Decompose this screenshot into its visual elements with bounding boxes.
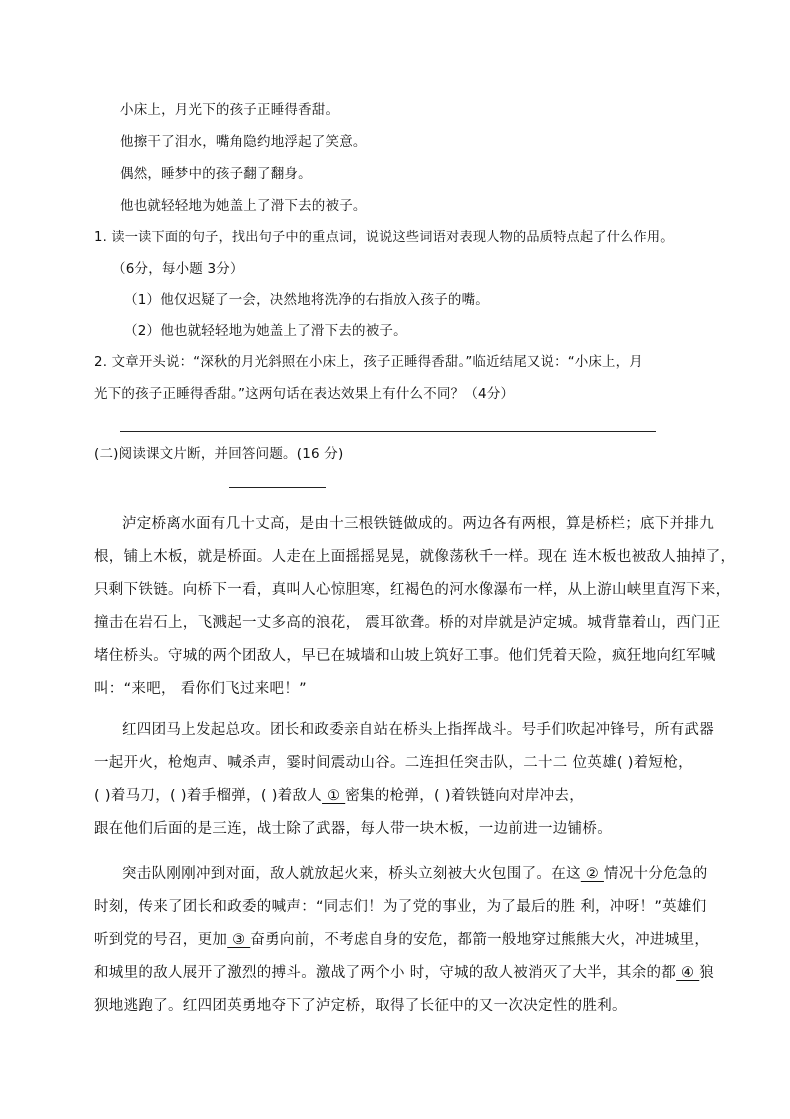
- question-1-item-1: （1）他仅迟疑了一会，决然地将洗净的右指放入孩子的嘴。: [124, 292, 489, 308]
- blank-2: ②: [580, 866, 604, 882]
- p2-line-3: [94, 780, 692, 813]
- question-1-score: （6分，每小题 3分）: [112, 261, 244, 277]
- question-2-line-1: 2. 文章开头说：“深秋的月光斜照在小床上，孩子正睡得香甜。”临近结尾又说：“小床上，月: [94, 355, 643, 370]
- p3-line-4-end: 狼: [699, 965, 715, 981]
- p3-line-1: [94, 858, 708, 891]
- blank-1: ①: [322, 788, 346, 804]
- p3-line-3-end: 奋勇向前，不考虑自身的安危，都箭一般地穿过熊熊大火，冲进城里，: [250, 932, 710, 948]
- p1-line-5: 堵住桥头。守城的两个团敌人，早已在城墙和山坡上筑好工事。他们凭着天险，疯狂地向红军喊: [94, 648, 716, 664]
- title-blank-line: [229, 487, 326, 488]
- p3-line-4-start: 和城里的敌人展开了激烈的搏斗。激战了两个小 时，守城的敌人被消灭了大半，其余的都: [94, 965, 677, 981]
- poem-line-2: 他擦干了泪水，嘴角隐约地浮起了笑意。: [120, 134, 367, 150]
- p2-line-3-end: 密集的枪弹，( )着铁链向对岸冲去，: [345, 788, 585, 804]
- blank-4: ④: [676, 965, 700, 981]
- passage-paragraph-3: [94, 858, 715, 1023]
- question-1-item-2: （2）他也就轻轻地为她盖上了滑下去的被子。: [124, 323, 407, 339]
- blank-3: ③: [227, 932, 251, 948]
- p2-line-1: 红四团马上发起总攻。团长和政委亲自站在桥头上指挥战斗。号手们吹起冲锋号，所有武器: [122, 722, 714, 738]
- passage-paragraph-1: [94, 508, 736, 706]
- poem-line-1: 小床上，月光下的孩子正睡得香甜。: [120, 102, 340, 118]
- section-2-heading: (二)阅读课文片断，并回答问题。(16 分): [94, 446, 344, 462]
- p1-line-6: 叫：“来吧， 看你们飞过来吧！”: [94, 681, 307, 697]
- p1-line-4: 撞击在岩石上，飞溅起一丈多高的浪花， 震耳欲聋。桥的对岸就是泸定城。城背靠着山，西门正: [94, 615, 721, 631]
- p3-line-2: 时刻，传来了团长和政委的喊声：“同志们！为了党的事业，为了最后的胜 利，冲呀！”英雄们: [94, 899, 707, 915]
- p1-line-1: 泸定桥离水面有几十丈高，是由十三根铁链做成的。两边各有两根，算是桥栏；底下并排九: [122, 516, 714, 532]
- p1-line-3: 只剩下铁链。向桥下一看，真叫人心惊胆寒，红褐色的河水像瀑布一样，从上游山峡里直泻下来，: [94, 582, 731, 598]
- answer-line: [120, 431, 656, 432]
- p2-line-2: 一起开火，枪炮声、喊杀声，霎时间震动山谷。二连担任突击队，二十二 位英雄( )着短枪，: [94, 755, 693, 771]
- p3-line-3: [94, 924, 710, 957]
- poem-line-4: 他也就轻轻地为她盖上了滑下去的被子。: [120, 198, 367, 214]
- passage-paragraph-2: [94, 714, 714, 846]
- p2-line-3-start: ( )着马刀，( )着手榴弹，( )着敌人: [94, 788, 323, 804]
- p3-line-5: 狈地逃跑了。红四团英勇地夺下了泸定桥，取得了长征中的又一次决定性的胜利。: [94, 998, 627, 1014]
- question-2-line-2: 光下的孩子正睡得香甜。”这两句话在表达效果上有什么不同？（4分）: [94, 386, 515, 402]
- p3-line-4: [94, 957, 715, 990]
- question-1: 1. 读一读下面的句子，找出句子中的重点词，说说这些词语对表现人物的品质特点起了什么作用。: [94, 230, 674, 245]
- p2-line-4: 跟在他们后面的是三连，战士除了武器，每人带一块木板，一边前进一边铺桥。: [94, 821, 612, 837]
- p1-line-2: 根，铺上木板，就是桥面。人走在上面摇摇晃晃，就像荡秋千一样。现在 连木板也被敌人抽掉了，: [94, 549, 736, 565]
- poem-line-3: 偶然，睡梦中的孩子翻了翻身。: [120, 166, 312, 182]
- p3-line-3-start: 听到党的号召，更加: [94, 932, 228, 948]
- p3-line-1-end: 情况十分危急的: [603, 866, 708, 882]
- p3-line-1-start: 突击队刚刚冲到对面，敌人就放起火来，桥头立刻被大火包围了。在这: [122, 866, 581, 882]
